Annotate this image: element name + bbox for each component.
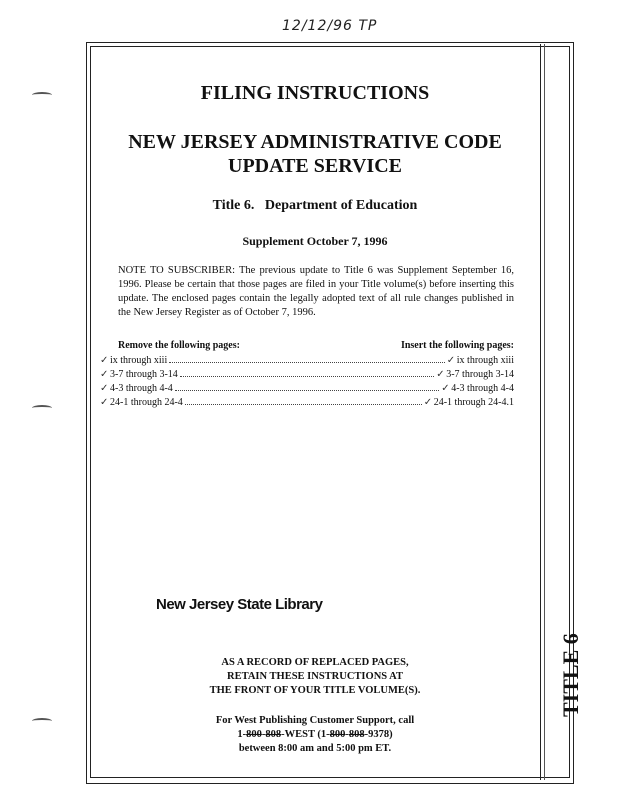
phone-part: -: [345, 729, 349, 740]
retain-notice: [100, 656, 530, 698]
page-list-rows: [100, 354, 514, 410]
phone-part: 800: [329, 729, 346, 740]
support-notice: [100, 714, 530, 756]
phone-part: -9378): [364, 729, 393, 740]
check-mark-icon: ✓: [100, 383, 109, 394]
insert-pages: 4-3 through 4-4: [451, 383, 514, 394]
tab-divider-inner: [544, 44, 545, 780]
page-list-row: [100, 368, 514, 382]
insert-pages: 24-1 through 24-4.1: [433, 397, 514, 408]
code-title-line2: UPDATE SERVICE: [228, 155, 402, 177]
code-title-line1: NEW JERSEY ADMINISTRATIVE CODE: [128, 131, 502, 153]
page-list-header: [100, 340, 514, 354]
binder-hole-mark: [32, 718, 52, 724]
title-tab-label: TITLE 6: [558, 633, 583, 717]
phone-part: -: [261, 729, 266, 740]
check-mark-icon: ✓: [446, 355, 456, 366]
check-mark-icon: ✓: [423, 397, 433, 408]
library-stamp: New Jersey State Library: [156, 596, 323, 613]
check-mark-icon: ✓: [100, 355, 109, 366]
page-list: [100, 340, 514, 410]
retain-line2: RETAIN THESE INSTRUCTIONS AT: [227, 671, 403, 682]
insert-pages: 3-7 through 3-14: [446, 369, 514, 380]
check-mark-icon: ✓: [436, 369, 445, 380]
support-line1: For West Publishing Customer Support, call: [215, 715, 415, 726]
check-mark-icon: ✓: [100, 397, 109, 408]
tab-divider: [540, 44, 541, 780]
phone-part: -WEST (1-: [281, 729, 330, 740]
phone-part: 1-: [237, 729, 247, 740]
dot-leader: [169, 354, 445, 363]
title-heading: Title 6. Department of Education: [212, 198, 418, 213]
phone-part: 800: [246, 729, 262, 740]
support-line3: between 8:00 am and 5:00 pm ET.: [238, 743, 392, 754]
insert-header: Insert the following pages:: [400, 340, 514, 351]
remove-pages: ix through xiii: [110, 355, 168, 366]
check-mark-icon: ✓: [441, 383, 450, 394]
supplement-date: Supplement October 7, 1996: [242, 234, 388, 248]
phone-part: 808: [348, 729, 365, 740]
retain-line3: THE FRONT OF YOUR TITLE VOLUME(S).: [209, 685, 421, 696]
subscriber-note: NOTE TO SUBSCRIBER: The previous update to Title 6 was Supplement September 16, 1996. Please be certain that those pages are filed in your Title volume(s) before inserting this update. The enclosed pages contain the legally adopted text of all rule changes published in the New Jersey Register as of October 7, 1996.: [118, 265, 514, 318]
page-list-row: [100, 354, 514, 368]
retain-line1: AS A RECORD OF REPLACED PAGES,: [221, 657, 409, 668]
page-list-row: [100, 382, 514, 396]
remove-header: Remove the following pages:: [118, 340, 240, 351]
dot-leader: [185, 396, 422, 405]
dot-leader: [180, 368, 434, 377]
remove-pages: 24-1 through 24-4: [110, 397, 183, 408]
page-title: FILING INSTRUCTIONS: [200, 82, 430, 104]
remove-pages: 3-7 through 3-14: [110, 369, 178, 380]
check-mark-icon: ✓: [100, 369, 109, 380]
remove-pages: 4-3 through 4-4: [110, 383, 173, 394]
insert-pages: ix through xiii: [456, 355, 514, 366]
dot-leader: [175, 382, 439, 391]
support-line2: [100, 728, 530, 742]
code-title: [100, 130, 530, 178]
binder-hole-mark: [32, 405, 52, 411]
phone-part: 808: [265, 729, 282, 740]
handwritten-date: 12/12/96 TP: [282, 18, 378, 34]
page-list-row: [100, 396, 514, 410]
binder-hole-mark: [32, 92, 52, 98]
